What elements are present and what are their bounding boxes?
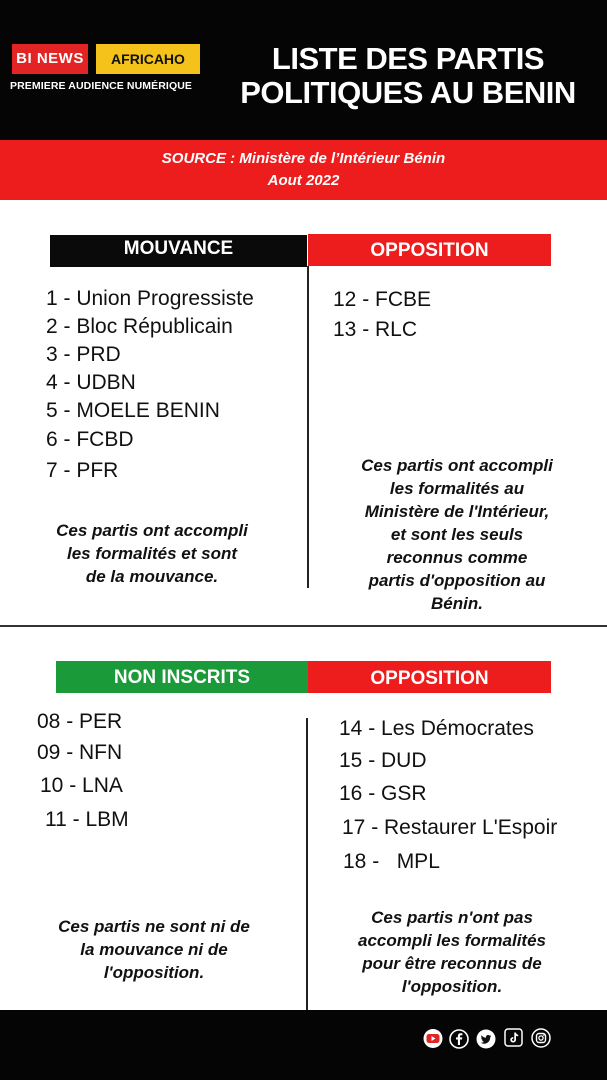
divider-vertical-1 (307, 266, 309, 588)
list-item: 18 - MPL (343, 850, 440, 873)
note-line: pour être reconnus de (362, 954, 542, 973)
note-line: l'opposition. (103, 963, 205, 982)
title-line-2: POLITIQUES AU BENIN (240, 75, 576, 110)
list-item: 15 - DUD (339, 749, 427, 772)
list-item: 4 - UDBN (46, 371, 136, 394)
note-non-inscrits (20, 915, 288, 984)
note-line: accompli les formalités (357, 931, 547, 950)
header-opposition-2: OPPOSITION (308, 661, 551, 693)
list-item: 14 - Les Démocrates (339, 717, 534, 740)
twitter-icon[interactable] (476, 1029, 496, 1049)
note-line: la mouvance ni de (80, 940, 228, 959)
list-item: 17 - Restaurer L'Espoir (342, 816, 558, 839)
source-date: Aout 2022 (267, 172, 340, 189)
list-item: 16 - GSR (339, 782, 427, 805)
note-line: de la mouvance. (85, 567, 219, 586)
note-mouvance (18, 519, 286, 588)
note-line: Ces partis ont accompli (361, 456, 553, 475)
note-line: et sont les seuls (390, 525, 524, 544)
note-line: partis d'opposition au (368, 571, 546, 590)
note-line: reconnus comme (386, 548, 528, 567)
bi-news-logo: BI NEWS (12, 44, 88, 74)
note-line: Ministère de l'Intérieur, (364, 502, 550, 521)
list-item: 7 - PFR (46, 459, 119, 482)
list-item: 12 - FCBE (333, 288, 432, 311)
list-item: 13 - RLC (333, 318, 418, 341)
divider-vertical-2 (306, 718, 308, 1010)
note-line: les formalités au (389, 479, 525, 498)
note-line: Ces partis ne sont ni de (58, 917, 250, 936)
header-non-inscrits: NON INSCRITS (56, 661, 308, 693)
page-title (218, 42, 598, 110)
list-item: 11 - LBM (45, 808, 129, 831)
note-line: Ces partis ont accompli (56, 521, 248, 540)
list-item: 3 - PRD (46, 343, 121, 366)
list-item: 1 - Union Progressiste (46, 287, 254, 310)
divider-horizontal (0, 625, 607, 627)
header-mouvance: MOUVANCE (50, 235, 307, 267)
youtube-icon[interactable] (423, 1029, 444, 1048)
africaho-logo: AFRICAHO (96, 44, 200, 74)
header-opposition-1: OPPOSITION (308, 234, 551, 266)
note-opposition-1 (323, 454, 591, 615)
instagram-icon[interactable] (531, 1028, 551, 1048)
list-item: 10 - LNA (40, 774, 123, 797)
list-item: 09 - NFN (37, 741, 123, 764)
list-item: 5 - MOELE BENIN (46, 399, 220, 422)
note-line: l'opposition. (401, 977, 503, 996)
source-banner (0, 140, 607, 200)
list-item: 08 - PER (37, 710, 123, 733)
list-item: 2 - Bloc Républicain (46, 315, 233, 338)
note-line: les formalités et sont (66, 544, 238, 563)
note-line: Bénin. (431, 594, 483, 613)
title-line-1: LISTE DES PARTIS (271, 41, 545, 76)
tiktok-icon[interactable] (504, 1028, 523, 1047)
list-item: 6 - FCBD (46, 428, 134, 451)
note-line: Ces partis n'ont pas (371, 908, 533, 927)
source-text: SOURCE : Ministère de l’Intérieur Bénin (161, 150, 446, 167)
tagline: PREMIERE AUDIENCE NUMÉRIQUE (10, 80, 192, 92)
note-opposition-2 (318, 906, 586, 998)
facebook-icon[interactable] (449, 1029, 469, 1049)
